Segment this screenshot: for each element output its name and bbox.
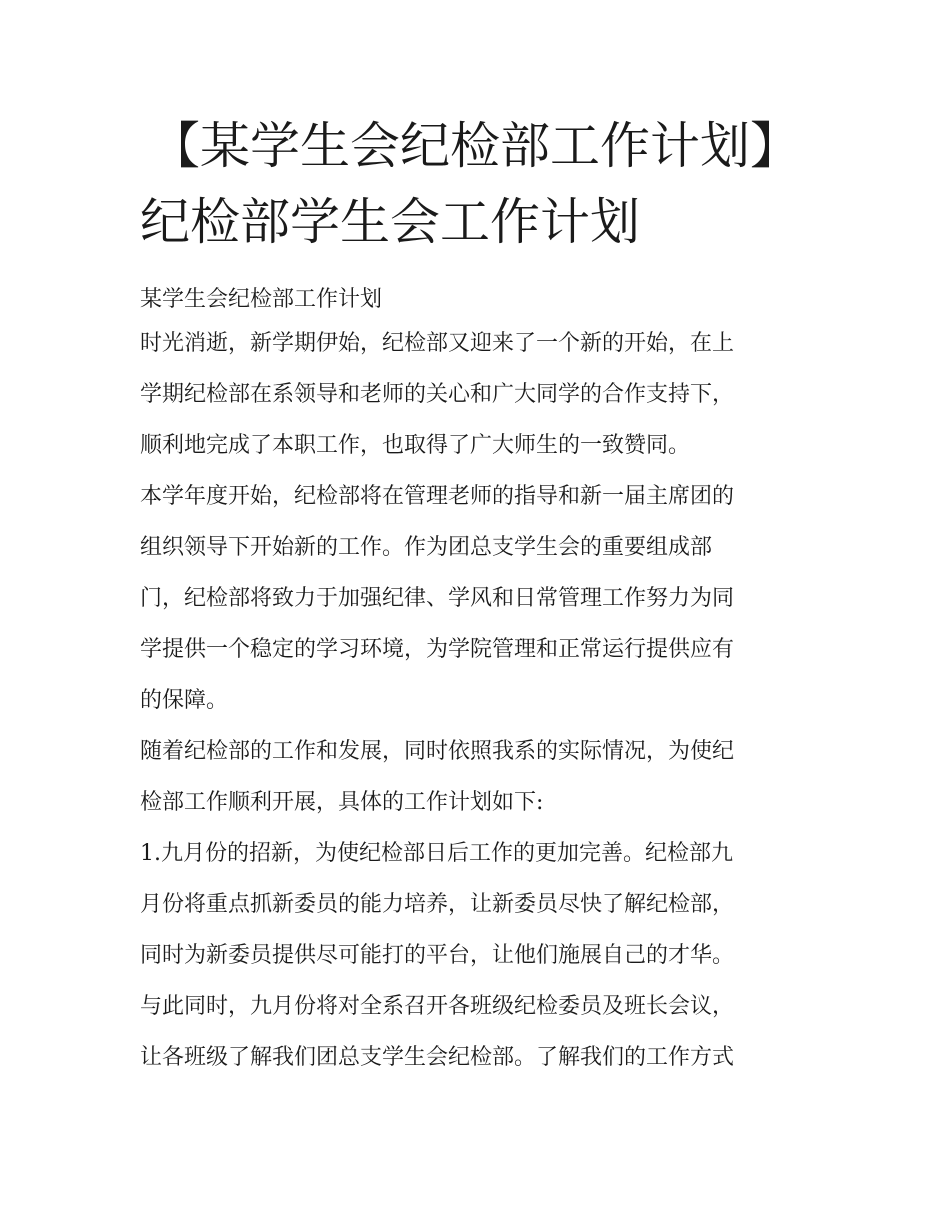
text-line: 顺利地完成了本职工作，也取得了广大师生的一致赞同。 [140,433,691,458]
text-line: 学提供一个稳定的学习环境，为学院管理和正常运行提供应有 [140,637,735,662]
text-line: 门，纪检部将致力于加强纪律、学风和日常管理工作努力为同 [140,586,735,611]
text-line: 让各班级了解我们团总支学生会纪检部。了解我们的工作方式 [140,1045,735,1070]
text-line: 检部工作顺利开展，具体的工作计划如下: [140,790,544,815]
text-line: 随着纪检部的工作和发展，同时依照我系的实际情况，为使纪 [140,739,735,764]
section-heading: 某学生会纪检部工作计划 [140,287,383,312]
text-line: 月份将重点抓新委员的能力培养，让新委员尽快了解纪检部， [140,892,735,917]
document-title-line-2: 纪检部学生会工作计划 [140,193,640,251]
text-line: 时光消逝，新学期伊始，纪检部又迎来了一个新的开始，在上 [140,331,735,356]
text-line: 学期纪检部在系领导和老师的关心和广大同学的合作支持下， [140,382,735,407]
text-line: 与此同时，九月份将对全系召开各班级纪检委员及班长会议， [140,994,735,1019]
text-line: 组织领导下开始新的工作。作为团总支学生会的重要组成部 [140,535,713,560]
document-body [140,282,830,1089]
text-line: 同时为新委员提供尽可能打的平台，让他们施展自己的才华。 [140,943,735,968]
text-line: 的保障。 [140,688,229,713]
text-line: 1.九月份的招新，为使纪检部日后工作的更加完善。纪检部九 [140,841,733,866]
text-line: 本学年度开始，纪检部将在管理老师的指导和新一届主席团的 [140,484,735,509]
document-title-line-1: 【某学生会纪检部工作计划】 [150,117,800,175]
